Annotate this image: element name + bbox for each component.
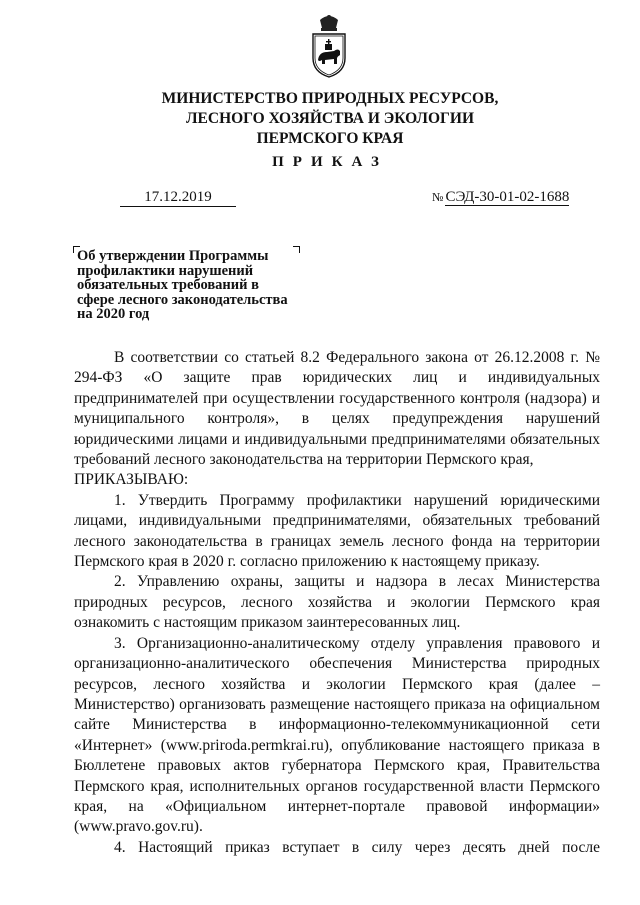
preamble-paragraph: В соответствии со статьей 8.2 Федерального закона от 26.12.2008 г. № 294-ФЗ «О защите прав юридических лиц и индивидуальных предпринимателей при осуществлении государственного контроля (надзора) и муниципального контроля», в целях предупреждения нарушений юридическими лицами и индивидуальными предпринимателями обязательных требований лесного законодательства на территории Пермского края, [74,349,600,469]
ministry-line-3: ПЕРМСКОГО КРАЯ [256,130,404,147]
ministry-line-1: МИНИСТЕРСТВО ПРИРОДНЫХ РЕСУРСОВ, [161,90,499,107]
ministry-line-2: ЛЕСНОГО ХОЗЯЙСТВА И ЭКОЛОГИИ [185,110,475,127]
order-subject [77,249,317,322]
subject-line-2: профилактики нарушений [77,262,254,279]
item-3-paragraph: 3. Организационно-аналитическому отделу управления правового и организационно-аналитического обеспечения Министерства природных ресурсов, лесного хозяйства и экологии Пермского края (далее – Министерство) организовать размещение настоящего приказа на официальном сайте Министерства в информационно-телекоммуникационной сети «Интернет» (www.priroda.permkrai.ru), опубликование настоящего приказа в Бюллетене правовых актов губернатора Пермского края, Правительства Пермского края, исполнительных органов государственной власти Пермского края, на «Официальном интернет-портале правовой информации» (www.pravo.gov.ru). [74,634,600,836]
order-body [74,348,600,858]
item-2-paragraph: 2. Управлению охраны, защиты и надзора в лесах Министерства природных ресурсов, лесного хозяйства и экологии Пермского края ознакомить с настоящим приказом заинтересованных лиц. [74,573,600,632]
item-1-paragraph: 1. Утвердить Программу профилактики нарушений юридическими лицами, индивидуальными предпринимателями, обязательных требований лесного законодательства в границах земель лесного фонда на территории Пермского края в 2020 г. согласно приложению к настоящему приказу. [74,491,600,571]
document-type: ПРИКАЗ [272,154,388,170]
subject-line-5: на 2020 год [77,306,150,322]
coat-of-arms-icon [307,14,351,80]
item-4-paragraph: 4. Настоящий приказ вступает в силу через десять дней после [114,838,600,856]
number-value: СЭД-30-01-02-1688 [445,189,570,205]
order-number [432,188,569,206]
subject-line-3: обязательных требований в [77,277,259,293]
order-word: ПРИКАЗЫВАЮ: [74,471,189,489]
subject-line-4: сфере лесного законодательства [77,291,288,308]
ministry-name [100,89,560,149]
number-sign: № [432,190,444,204]
subject-line-1: Об утверждении Программы [77,248,269,264]
order-date: 17.12.2019 [120,188,236,207]
